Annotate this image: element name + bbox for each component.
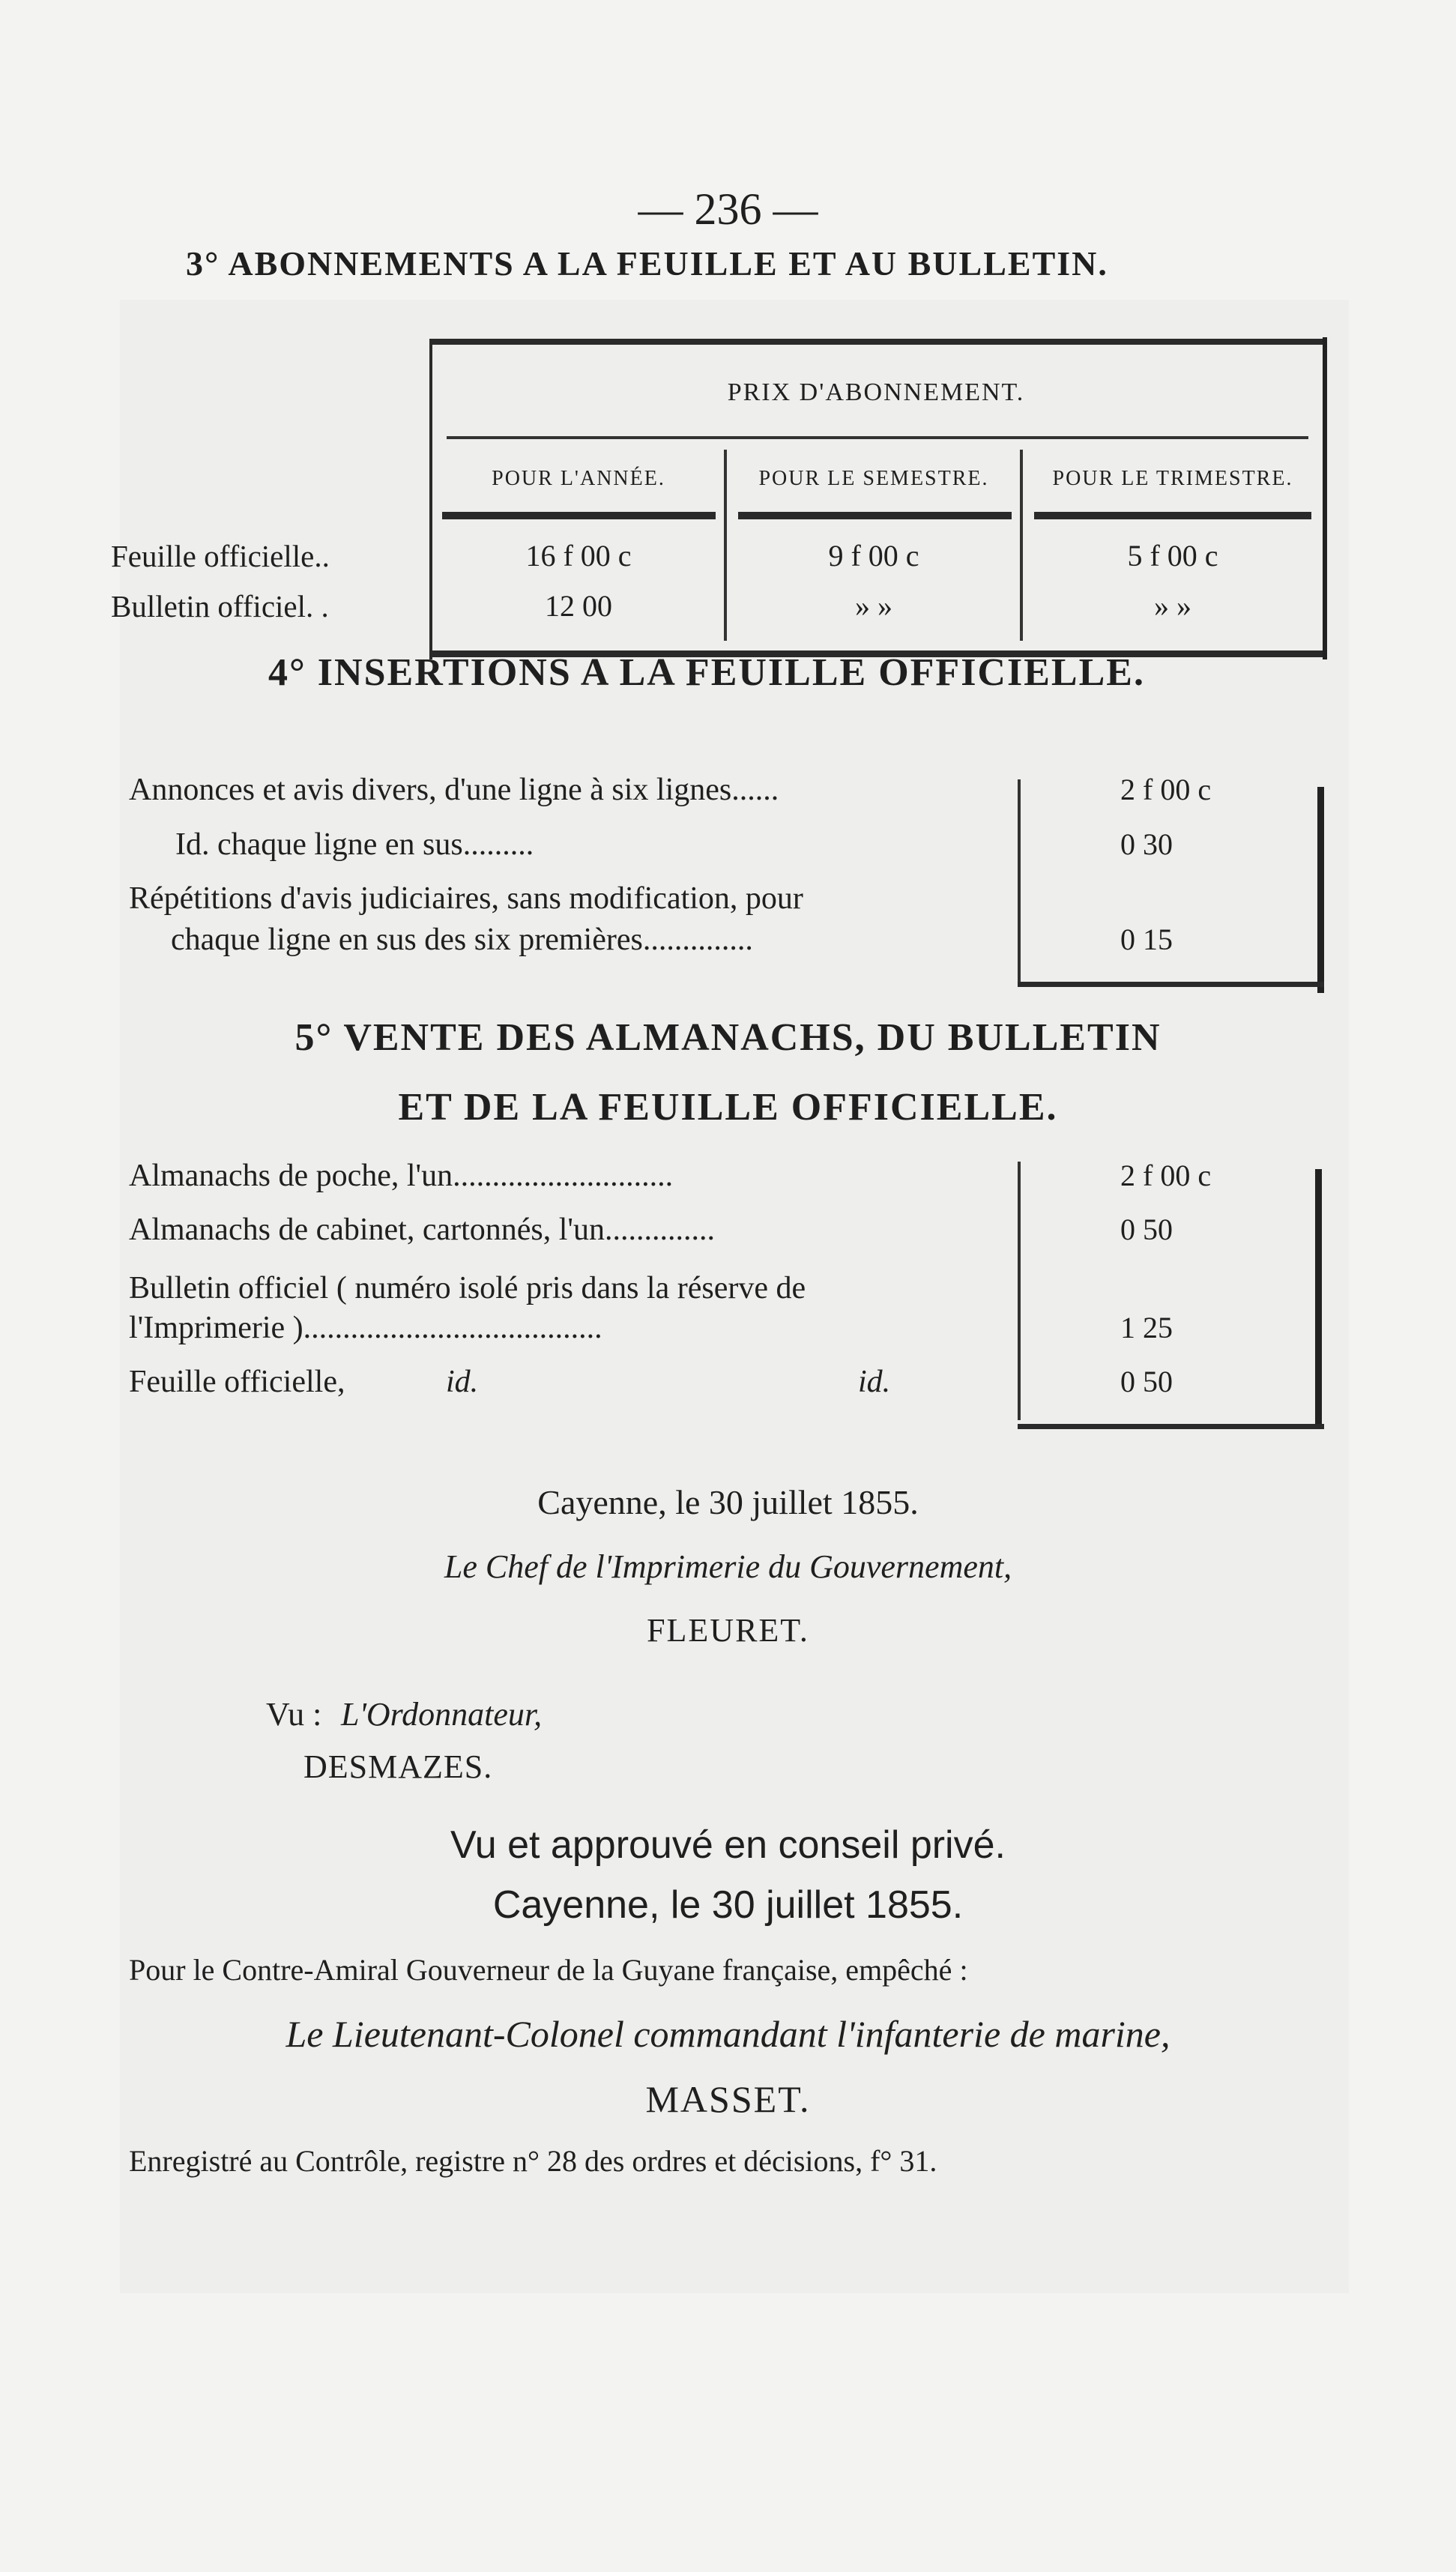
commander-name: MASSET.: [645, 2078, 811, 2120]
place-date: Cayenne, le 30 juillet 1855.: [537, 1483, 919, 1521]
cell-bulletin-quarter: » »: [1154, 589, 1191, 623]
insertion-line: Annonces et avis divers, d'une ligne à six lignes......: [129, 773, 779, 807]
vu-name: DESMAZES.: [303, 1748, 493, 1785]
sale-id-mark: id.: [446, 1365, 479, 1399]
sale-id-mark: id.: [858, 1365, 891, 1399]
registration-line: Enregistré au Contrôle, registre n° 28 des ordres et décisions, f° 31.: [129, 2144, 937, 2178]
price-column-rule: [1018, 1162, 1021, 1420]
signer-role: Le Chef de l'Imprimerie du Gouvernement,: [444, 1548, 1012, 1585]
signer-name: FLEURET.: [647, 1612, 809, 1649]
price-column-border: [1315, 1169, 1322, 1428]
insertion-line: Id. chaque ligne en sus.........: [175, 827, 534, 862]
approval-date: Cayenne, le 30 juillet 1855.: [492, 1883, 964, 1927]
insertion-price: 0 30: [1120, 827, 1173, 861]
sale-line: Feuille officielle,: [129, 1365, 345, 1399]
col-header-quarter: POUR LE TRIMESTRE.: [1052, 467, 1293, 490]
section-5-title-line1: 5° VENTE DES ALMANACHS, DU BULLETIN: [294, 1016, 1162, 1059]
sale-line: l'Imprimerie )......................................: [129, 1311, 602, 1345]
cell-feuille-year: 16 f 00 c: [525, 539, 632, 573]
commander-role: Le Lieutenant-Colonel commandant l'infanterie de marine,: [286, 2013, 1170, 2055]
section-4-title: 4° INSERTIONS A LA FEUILLE OFFICIELLE.: [268, 651, 1145, 694]
col-rule-year: [442, 512, 716, 519]
table-title: PRIX D'ABONNEMENT.: [727, 378, 1025, 406]
row-label-feuille: Feuille officielle..: [111, 539, 330, 573]
col-header-semester: POUR LE SEMESTRE.: [758, 467, 989, 490]
for-governor-line: Pour le Contre-Amiral Gouverneur de la Guyane française, empêché :: [129, 1953, 968, 1987]
insertion-line: chaque ligne en sus des six premières..............: [171, 923, 753, 957]
sale-line: Bulletin officiel ( numéro isolé pris dans la réserve de: [129, 1271, 806, 1305]
vu-prefix: Vu :: [266, 1696, 322, 1733]
sale-price: 1 25: [1120, 1311, 1173, 1344]
sale-price: 0 50: [1120, 1213, 1173, 1246]
cell-bulletin-semester: » »: [855, 589, 892, 623]
col-rule-quarter: [1034, 512, 1311, 519]
page-number: — 236 —: [638, 184, 818, 234]
insertion-price: 0 15: [1120, 923, 1173, 956]
section-5-title-line2: ET DE LA FEUILLE OFFICIELLE.: [398, 1086, 1058, 1129]
vu-role: L'Ordonnateur,: [341, 1696, 543, 1733]
col-rule-semester: [738, 512, 1012, 519]
price-column-bottom-rule: [1018, 982, 1324, 987]
price-column-rule: [1018, 779, 1021, 985]
insertion-line: Répétitions d'avis judiciaires, sans modification, pour: [129, 881, 803, 916]
sale-price: 0 50: [1120, 1365, 1173, 1398]
price-column-border: [1317, 787, 1324, 993]
cell-feuille-quarter: 5 f 00 c: [1127, 539, 1218, 573]
cell-bulletin-year: 12 00: [545, 589, 612, 623]
section-3-title: 3° ABONNEMENTS A LA FEUILLE ET AU BULLETIN.: [186, 244, 1108, 283]
row-label-bulletin: Bulletin officiel. .: [111, 589, 329, 624]
cell-feuille-semester: 9 f 00 c: [828, 539, 919, 573]
insertion-price: 2 f 00 c: [1120, 773, 1212, 806]
table-title-rule: [447, 436, 1308, 439]
sale-line: Almanachs de poche, l'un............................: [129, 1159, 674, 1193]
sale-price: 2 f 00 c: [1120, 1159, 1212, 1192]
price-column-bottom-rule: [1018, 1424, 1324, 1429]
sale-line: Almanachs de cabinet, cartonnés, l'un..............: [129, 1213, 716, 1247]
approval-line: Vu et approuvé en conseil privé.: [450, 1823, 1006, 1867]
col-header-year: POUR L'ANNÉE.: [492, 467, 665, 490]
